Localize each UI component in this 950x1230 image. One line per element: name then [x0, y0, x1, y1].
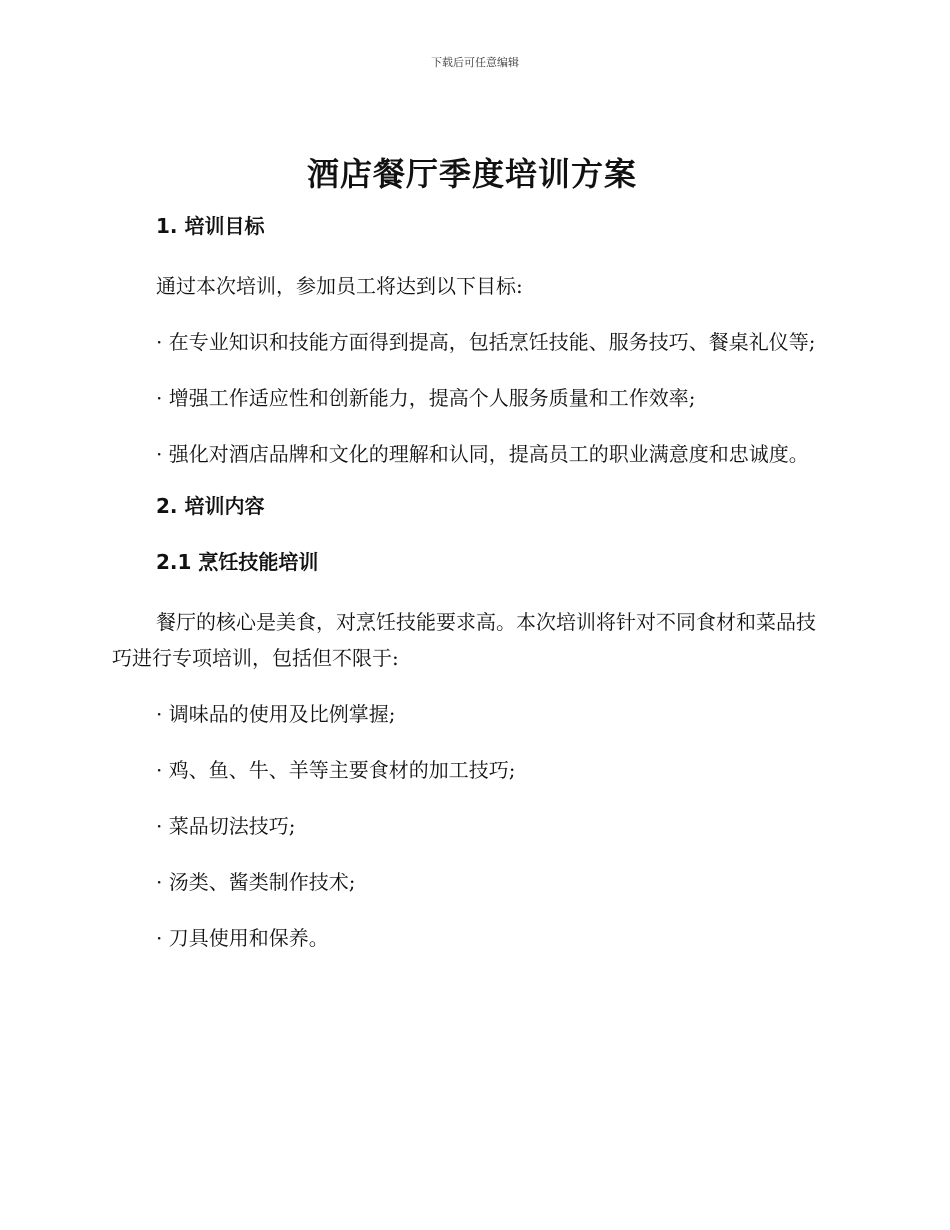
- goals-intro-paragraph: 通过本次培训，参加员工将达到以下目标:: [156, 274, 523, 298]
- goal-bullet-item: · 强化对酒店品牌和文化的理解和认同，提高员工的职业满意度和忠诚度。: [156, 442, 809, 466]
- cooking-bullet-item: · 刀具使用和保养。: [156, 926, 329, 950]
- document-title: 酒店餐厅季度培训方案: [306, 155, 637, 193]
- cooking-intro-paragraph: 餐厅的核心是美食，对烹饪技能要求高。本次培训将针对不同食材和菜品技巧进行专项培训，包括但不限于:: [112, 610, 816, 670]
- subsection-heading-cooking-skills: 2.1 烹饪技能培训: [156, 550, 319, 574]
- section-heading-training-content: 2. 培训内容: [156, 494, 265, 518]
- section-heading-training-goals: 1. 培训目标: [156, 214, 265, 238]
- cooking-bullet-item: · 菜品切法技巧;: [156, 814, 296, 838]
- cooking-bullet-item: · 鸡、鱼、牛、羊等主要食材的加工技巧;: [156, 758, 516, 782]
- document-body: [112, 148, 832, 956]
- cooking-bullet-item: · 汤类、酱类制作技术;: [156, 870, 356, 894]
- cooking-bullet-item: · 调味品的使用及比例掌握;: [156, 702, 396, 726]
- goal-bullet-item: · 增强工作适应性和创新能力，提高个人服务质量和工作效率;: [156, 386, 696, 410]
- header-note: 下载后可任意编辑: [431, 56, 519, 69]
- goal-bullet-item: · 在专业知识和技能方面得到提高，包括烹饪技能、服务技巧、餐桌礼仪等;: [156, 330, 816, 354]
